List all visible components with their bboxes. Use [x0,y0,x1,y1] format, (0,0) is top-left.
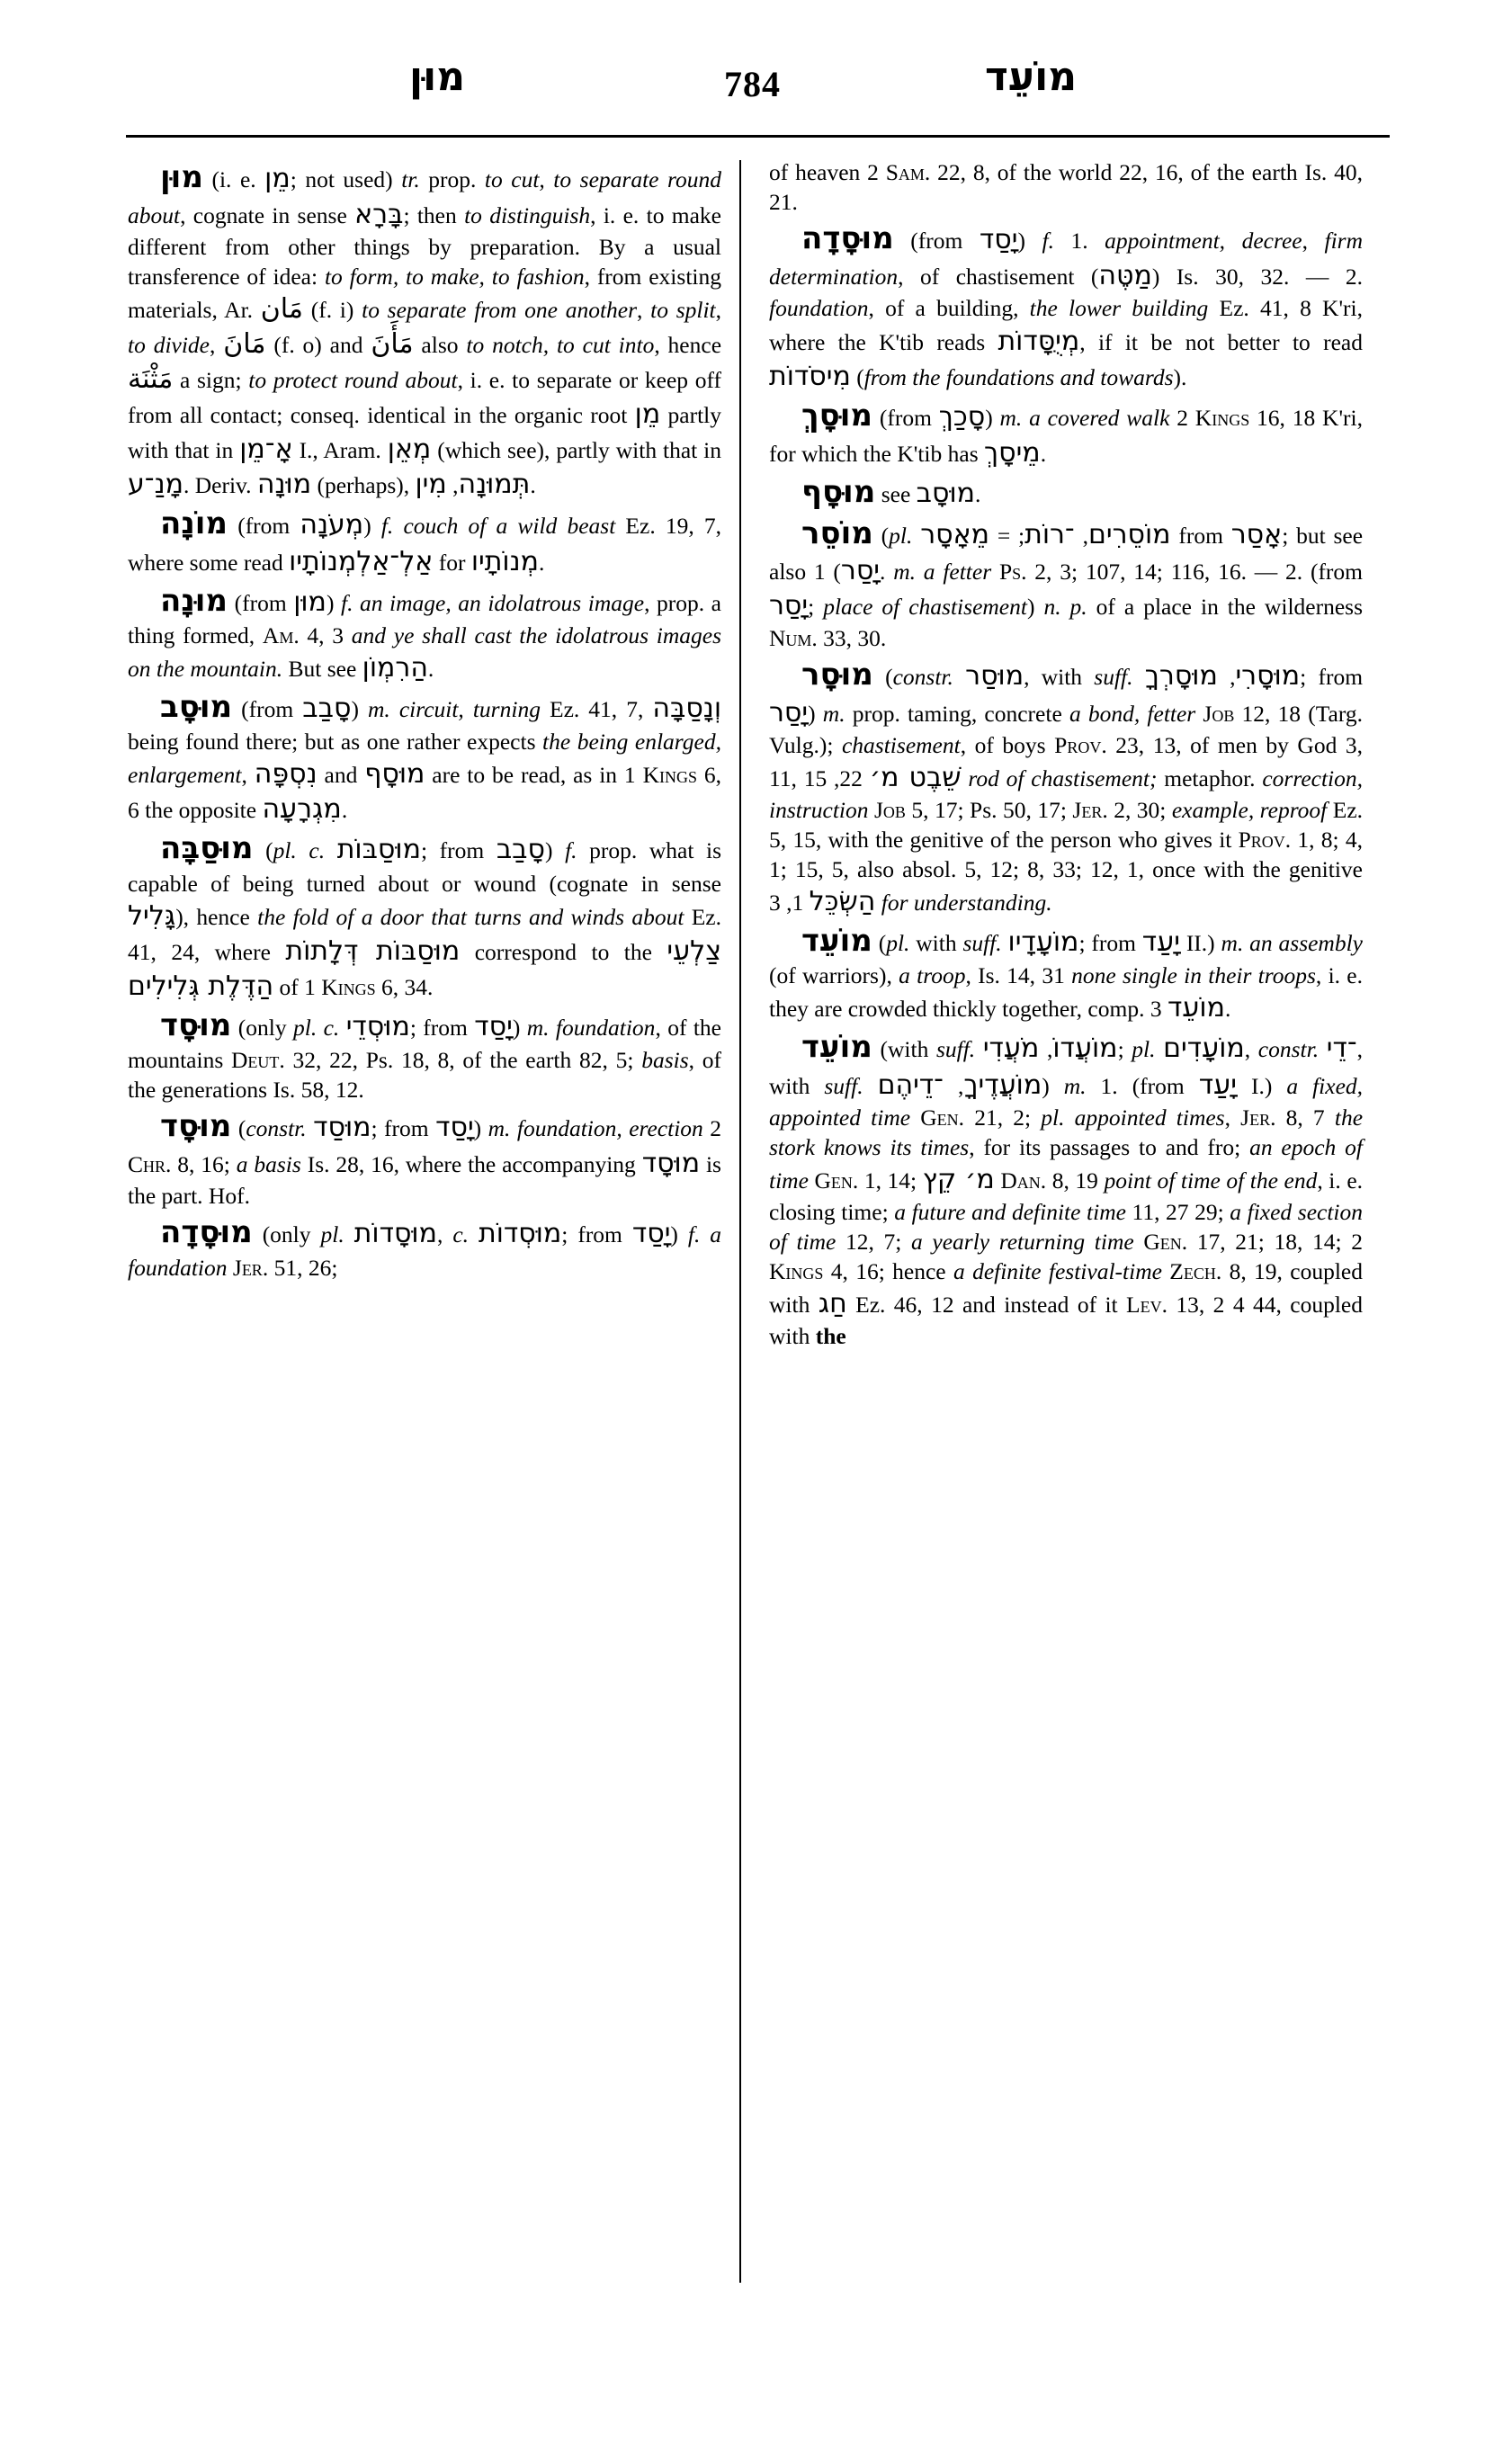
dictionary-entry: מוּסָף see מוּסָב. [801,473,981,510]
dictionary-entry: מוּסָד (constr. מוּסַד; from יָסַד) m. foundation, erection 2 Chr. 8, 16; a basis Is. 28, 16, where the accompanying מוּסָד is the part. Hof. [128,1108,722,1210]
dictionary-entry: מוּסַבָּה (pl. c. מוּסַבּוֹת; from סָבַב) f. prop. what is capable of being turned about or wound (cognate in sense גָּלִיל), hence the fold of a door that turns and winds about Ez. 41, 24, where מוּסַבּוֹת דְּלָתוֹת correspond to the צַלְעֵי הַדֶּלֶת גְּלִילִים of 1 Kings 6, 34. [128,830,722,1002]
dictionary-entry: מוּסָדָה (from יָסַד) f. 1. appointment, decree, firm determination, of chastisement (מַטֶּה) Is. 30, 32. — 2. foundation, of a building, the lower building Ez. 41, 8 K'ri, where the K'tib reads מְיֻסָּדוֹת, if it be not better to read מִיסֹדוֹת (from the foundations and towards). [769,220,1364,392]
dictionary-entry: מוֹנָה (from מְעֹנָה) f. couch of a wild beast Ez. 19, 7, where some read אַלְ־אַלְמְנוֹתָיו for מְנוֹתָיו. [128,505,721,577]
page-header [130,54,1390,126]
page-number: 784 [724,64,781,104]
dictionary-entry: מוּן (i. e. מֵן; not used) tr. prop. to cut, to separate round about, cognate in sense בָּרָא; then to distinguish, i. e. to make different from other things by preparation. By a usual transference of idea: to form, to make, to fashion, from existing materials, Ar. مَان (f. i) to separate from one another, to split, to divide, مَانَ (f. o) and مَأَنَ also to notch, to cut into, hence مَثْنَة a sign; to protect round about, i. e. to separate or keep off from all contact; conseq. identical in the organic root מֵן partly with that in אָ־מֵן I., Aram. מְאֵן (which see), partly with that in מָנַ־ע. Deriv. מוּנָה (perhaps), תְּמוּנָה, מִין . [128,159,722,501]
header-right-hebrew-word: מוֹעֵד [985,54,1078,100]
dictionary-entry: מוּסָב (from סָבַב) m. circuit, turning Ez. 41, 7, וְנָסַבָּה being found there; but as one rather expects the being enlarged, enlargement, נִסְפָּה and מוּסָף are to be read, as in 1 Kings 6, 6 the opposite מִגְרָעָה. [128,688,722,826]
dictionary-entry: מוּנָה (from מוּן) f. an image, an idolatrous image, prop. a thing formed, Am. 4, 3 and ye shall cast the idolatrous images on the mountain. But see הַרִמְוֹן. [128,582,722,684]
header-left-hebrew-word: מוּן [409,54,466,100]
dictionary-entry: מוּסָדָה (only pl. מוּסָדוֹת, c. מוּסְדוֹת; from יָסַד) f. a foundation Jer. 51, 26; [128,1214,722,1281]
dictionary-entry: מוֹסֵר (pl. מוֹסֵרִים, ־רוֹת; = מֵאָסָר from אָסַר; but see also יָסַר) 1. m. a fetter Ps. 2, 3; 107, 14; 116, 16. — 2. (from יָסַר; place of chastisement) n. p. of a place in the wilderness Num. 33, 30. [769,514,1364,652]
dictionary-entry: of heaven 2 Sam. 22, 8, of the world 22, 16, of the earth Is. 40, 21. [769,159,1363,216]
column-divider [739,160,741,2283]
dictionary-entry: מוֹעֵד (pl. with suff. מוֹעָדָיו; from יָעַד II.) m. an assembly (of warriors), a troop, Is. 14, 31 none single in their troops, i. e. they are crowded thickly together, comp. מוֹעֵד 3. [769,923,1364,1024]
header-rule [126,135,1390,138]
right-column [769,157,1363,1353]
dictionary-entry: מוּסָר (constr. מוּסַר, with suff. מוּסָרִי, מוּסָרְךָ ; from יָסַר) m. prop. taming, concrete a bond, fetter Job 12, 18 (Targ. Vulg.); chastisement, of boys Prov. 23, 13, of men by God 3, 11, שֵׁבֶט מ׳ 22, 15 rod of chastisement; metaphor. correction, instruction Job 5, 17; Ps. 50, 17; Jer. 2, 30; example, reproof Ez. 5, 15, with the genitive of the person who gives it Prov. 1, 8; 4, 1; 15, 5, also absol. 5, 12; 8, 33; 12, 1, once with the genitive הַשְׂכֵּל 1, 3 for understanding. [769,657,1364,918]
dictionary-entry: מוּסָד (only pl. c. מוּסְדֵי; from יָסַד) m. foundation, of the mountains Deut. 32, 22, Ps. 18, 8, of the earth 82, 5; basis, of the generations Is. 58, 12. [128,1006,722,1103]
left-column [128,157,721,1284]
dictionary-entry: מוֹעֵד (with suff. מוֹעֲדוֹ, מֹעֲדִי ; pl. מוֹעָדִים, constr. ־דֵי, with suff. מוֹעֲדֶיךָ, ־דֵיהֶם ) m. 1. (from יָעַד I.) a fixed, appointed time Gen. 21, 2; pl. appointed times, Jer. 8, 7 the stork knows its times, for its passages to and fro; an epoch of time Gen. 1, 14; מ׳ קֵץ Dan. 8, 19 point of time of the end, i. e. closing time; a future and definite time 11, 27 29; a fixed section of time 12, 7; a yearly returning time Gen. 17, 21; 18, 14; 2 Kings 4, 16; hence a definite festival-time Zech. 8, 19, coupled with חַג Ez. 46, 12 and instead of it Lev. 13, 2 4 44, coupled with the [769,1029,1364,1350]
dictionary-entry: מוּסָךְ (from סָכַךְ) m. a covered walk 2 Kings 16, 18 K'ri, for which the K'tib has מֵיסָךְ. [769,397,1364,469]
